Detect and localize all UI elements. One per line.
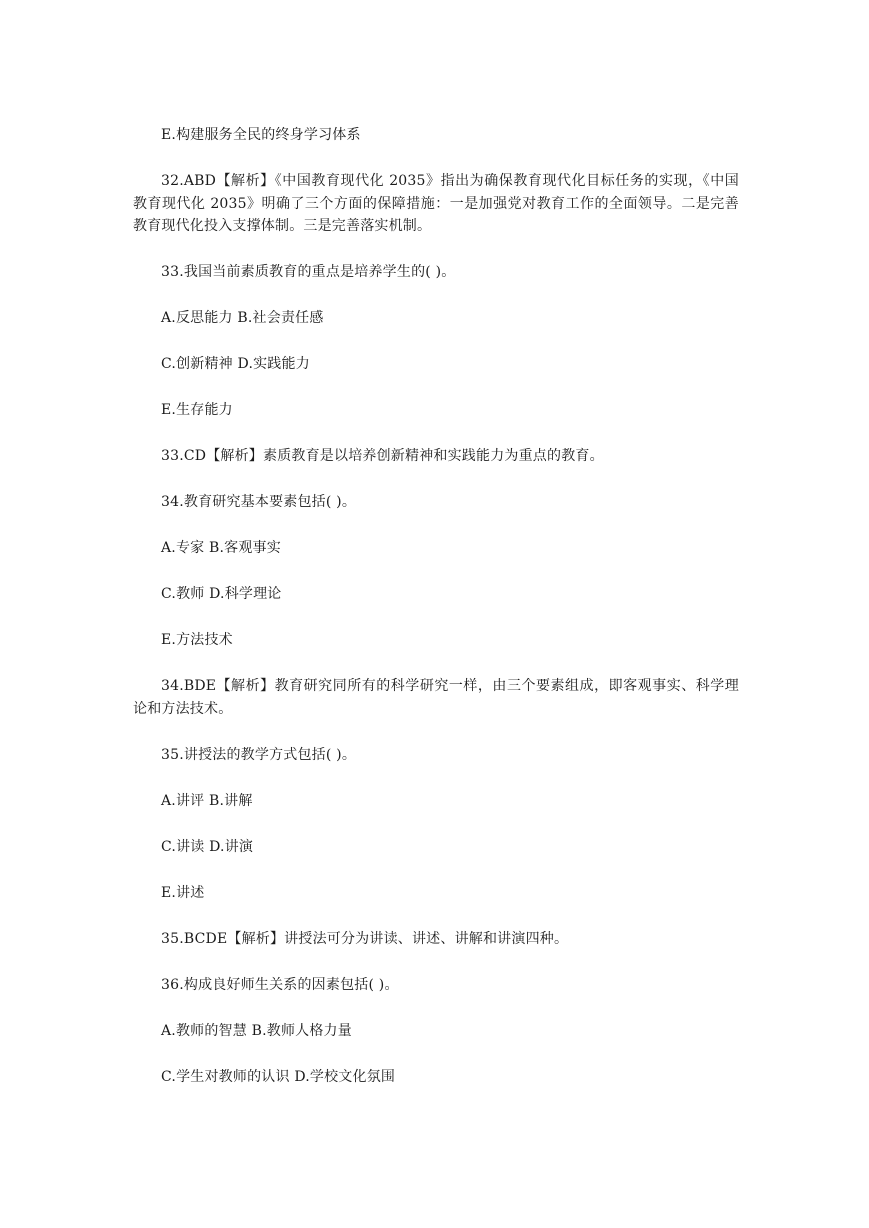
options-cd-q34: C.教师 D.科学理论	[161, 586, 282, 602]
question-35: 35.讲授法的教学方式包括( )。	[161, 746, 357, 763]
answer-q35: 35.BCDE【解析】讲授法可分为讲读、讲述、讲解和讲演四种。	[161, 930, 569, 947]
options-ab-q34: A.专家 B.客观事实	[161, 540, 281, 556]
option-e-q35: E.讲述	[161, 884, 205, 901]
question-36: 36.构成良好师生关系的因素包括( )。	[161, 976, 399, 993]
option-e-q34: E.方法技术	[161, 632, 233, 648]
question-33: 33.我国当前素质教育的重点是培养学生的( )。	[161, 264, 456, 280]
answer-q32: 32.ABD【解析】《中国教育现代化 2035》指出为确保教育现代化目标任务的实现，《中国教育现代化 2035》明确了三个方面的保障措施：一是加强党对教育工作的全面领导。二是完善教育现代化投入支撑体制。三是完善落实机制。	[133, 173, 739, 234]
options-cd-q35: C.讲读 D.讲演	[161, 838, 254, 855]
options-cd-q33: C.创新精神 D.实践能力	[161, 356, 310, 372]
options-ab-q36: A.教师的智慧 B.教师人格力量	[161, 1022, 352, 1039]
option-e-q31: E.构建服务全民的终身学习体系	[161, 127, 361, 143]
options-ab-q35: A.讲评 B.讲解	[161, 792, 253, 809]
options-cd-q36: C.学生对教师的认识 D.学校文化氛围	[161, 1068, 396, 1085]
answer-q33: 33.CD【解析】素质教育是以培养创新精神和实践能力为重点的教育。	[161, 448, 604, 464]
option-e-q33: E.生存能力	[161, 402, 233, 418]
answer-q34: 34.BDE【解析】教育研究同所有的科学研究一样，由三个要素组成，即客观事实、科学理论和方法技术。	[133, 678, 739, 717]
options-ab-q33: A.反思能力 B.社会责任感	[161, 310, 324, 326]
question-34: 34.教育研究基本要素包括( )。	[161, 494, 357, 510]
document-body	[133, 124, 739, 1112]
